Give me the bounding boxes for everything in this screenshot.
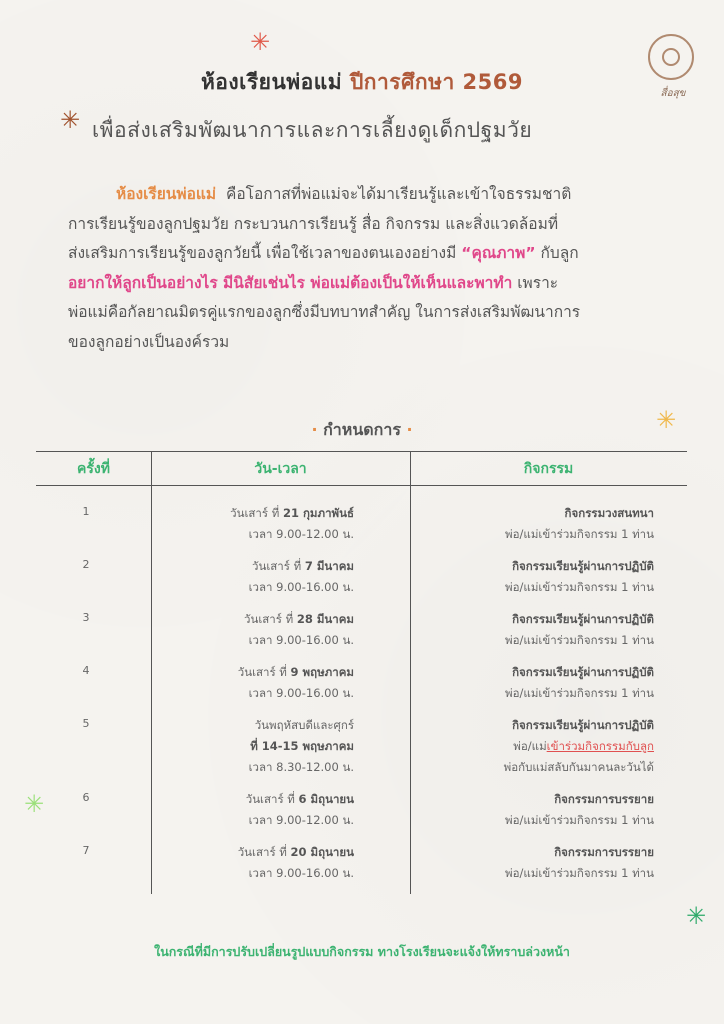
- col-header-datetime: วัน-เวลา: [254, 461, 307, 477]
- activity-name: กิจกรรมการบรรยาย: [554, 792, 654, 806]
- logo-caption: สื่อสุข: [660, 88, 686, 99]
- row-number: 4: [82, 664, 90, 677]
- row-number: 1: [82, 505, 90, 518]
- schedule-title: [0, 418, 724, 443]
- title-dot: ·: [311, 420, 318, 439]
- intro-line: ของลูกอย่างเป็นองค์รวม: [68, 332, 230, 351]
- row-date: 6 มิถุนายน: [298, 792, 354, 806]
- row-date: 28 มีนาคม: [296, 612, 354, 626]
- table-row: [36, 842, 687, 894]
- activity-detail: พ่อ/แม่เข้าร่วมกิจกรรม 1 ท่าน: [505, 580, 654, 594]
- intro-line: ส่งเสริมการเรียนรู้ของลูกวัยนี้ เพื่อใช้เวลาของตนเองอย่างมี: [68, 244, 462, 262]
- table-header-border: [36, 485, 687, 486]
- row-number: 5: [82, 717, 90, 730]
- intro-line: พ่อแม่คือกัลยาณมิตรคู่แรกของลูกซึ่งมีบทบาทสำคัญ ในการส่งเสริมพัฒนาการ: [68, 303, 581, 321]
- green-asterisk-icon: ✳: [686, 902, 707, 930]
- activity-detail: พ่อ/แม่: [513, 739, 547, 753]
- activity-name: กิจกรรมเรียนรู้ผ่านการปฏิบัติ: [512, 665, 654, 679]
- row-datetime: [36, 715, 354, 778]
- intro-emphasis: อยากให้ลูกเป็นอย่างไร มีนิสัยเช่นไร พ่อแม่ต้องเป็นให้เห็นและพาทำ: [68, 273, 513, 292]
- intro-paragraph: [68, 180, 668, 357]
- row-activity: [410, 503, 654, 545]
- row-activity: [410, 842, 654, 884]
- row-time: เวลา 9.00-16.00 น.: [248, 686, 354, 700]
- table-row: [36, 503, 687, 555]
- title-year: ปีการศึกษา 2569: [349, 70, 524, 94]
- row-day: วันเสาร์ ที่: [252, 559, 305, 573]
- row-datetime: [36, 789, 354, 831]
- row-activity: [410, 662, 654, 704]
- row-datetime: [36, 662, 354, 704]
- activity-detail: พ่อ/แม่เข้าร่วมกิจกรรม 1 ท่าน: [505, 866, 654, 880]
- row-datetime: [36, 556, 354, 598]
- row-time: เวลา 9.00-16.00 น.: [248, 866, 354, 880]
- row-number: 3: [82, 611, 90, 624]
- schedule-title-text: กำหนดการ: [323, 420, 401, 439]
- row-time: เวลา 9.00-12.00 น.: [248, 527, 354, 541]
- intro-line: คือโอกาสที่พ่อแม่จะได้มาเรียนรู้และเข้าใจธรรมชาติ: [226, 185, 572, 203]
- col-header-number: ครั้งที่: [77, 461, 110, 477]
- activity-name: กิจกรรมวงสนทนา: [564, 506, 654, 520]
- activity-detail-highlight: เข้าร่วมกิจกรรมกับลูก: [546, 739, 654, 753]
- activity-name: กิจกรรมการบรรยาย: [554, 845, 654, 859]
- intro-line: การเรียนรู้ของลูกปฐมวัย กระบวนการเรียนรู้ สื่อ กิจกรรม และสิ่งแวดล้อมที่: [68, 214, 559, 233]
- table-row: [36, 556, 687, 608]
- table-row: [36, 715, 687, 785]
- red-asterisk-icon: ✳: [250, 28, 271, 56]
- row-time: เวลา 9.00-16.00 น.: [248, 633, 354, 647]
- row-day: วันเสาร์ ที่: [244, 612, 297, 626]
- row-time: เวลา 9.00-16.00 น.: [248, 580, 354, 594]
- row-date: ที่ 14-15 พฤษภาคม: [250, 739, 354, 753]
- row-number: 7: [82, 844, 90, 857]
- row-datetime: [36, 842, 354, 884]
- intro-quality: “คุณภาพ”: [461, 244, 536, 262]
- row-activity: [410, 789, 654, 831]
- row-date: 7 มีนาคม: [304, 559, 354, 573]
- row-date: 21 กุมภาพันธ์: [282, 506, 354, 520]
- row-day: วันพฤหัสบดีและศุกร์: [254, 718, 354, 732]
- page-subtitle: เพื่อส่งเสริมพัฒนาการและการเลี้ยงดูเด็กปฐมวัย: [92, 118, 533, 142]
- intro-lead: ห้องเรียนพ่อแม่: [116, 185, 217, 203]
- activity-detail: พ่อ/แม่เข้าร่วมกิจกรรม 1 ท่าน: [505, 686, 654, 700]
- row-activity: [410, 556, 654, 598]
- activity-name: กิจกรรมเรียนรู้ผ่านการปฏิบัติ: [512, 559, 654, 573]
- activity-detail: พ่อ/แม่เข้าร่วมกิจกรรม 1 ท่าน: [505, 633, 654, 647]
- table-top-border: [36, 451, 687, 452]
- intro-line: เพราะ: [512, 273, 559, 292]
- row-activity: [410, 609, 654, 651]
- table-row: [36, 609, 687, 661]
- row-datetime: [36, 503, 354, 545]
- row-date: 20 มิถุนายน: [290, 845, 354, 859]
- row-day: วันเสาร์ ที่: [237, 665, 291, 679]
- activity-detail: พ่อกับแม่สลับกันมาคนละวันได้: [503, 760, 654, 774]
- row-activity: [410, 715, 654, 778]
- row-datetime: [36, 609, 354, 651]
- yellow-asterisk-icon: ✳: [656, 406, 677, 434]
- col-header-activity: กิจกรรม: [523, 461, 574, 477]
- intro-line: กับลูก: [535, 244, 579, 262]
- row-date: 9 พฤษภาคม: [290, 665, 354, 679]
- row-time: เวลา 8.30-12.00 น.: [248, 760, 354, 774]
- row-time: เวลา 9.00-12.00 น.: [248, 813, 354, 827]
- brown-asterisk-icon: ✳: [60, 106, 81, 134]
- page-title: [0, 66, 724, 99]
- footer-note: ในกรณีที่มีการปรับเปลี่ยนรูปแบบกิจกรรม ทางโรงเรียนจะแจ้งให้ทราบล่วงหน้า: [154, 944, 570, 959]
- title-main: ห้องเรียนพ่อแม่: [200, 70, 343, 94]
- activity-detail: พ่อ/แม่เข้าร่วมกิจกรรม 1 ท่าน: [505, 527, 654, 541]
- activity-name: กิจกรรมเรียนรู้ผ่านการปฏิบัติ: [512, 612, 654, 626]
- row-number: 2: [82, 558, 90, 571]
- title-dot: ·: [406, 420, 413, 439]
- table-row: [36, 662, 687, 714]
- row-day: วันเสาร์ ที่: [230, 506, 283, 520]
- activity-name: กิจกรรมเรียนรู้ผ่านการปฏิบัติ: [512, 718, 654, 732]
- row-day: วันเสาร์ ที่: [237, 845, 291, 859]
- activity-detail: พ่อ/แม่เข้าร่วมกิจกรรม 1 ท่าน: [505, 813, 654, 827]
- lightgreen-asterisk-icon: ✳: [24, 790, 45, 818]
- row-day: วันเสาร์ ที่: [245, 792, 299, 806]
- table-row: [36, 789, 687, 841]
- row-number: 6: [82, 791, 90, 804]
